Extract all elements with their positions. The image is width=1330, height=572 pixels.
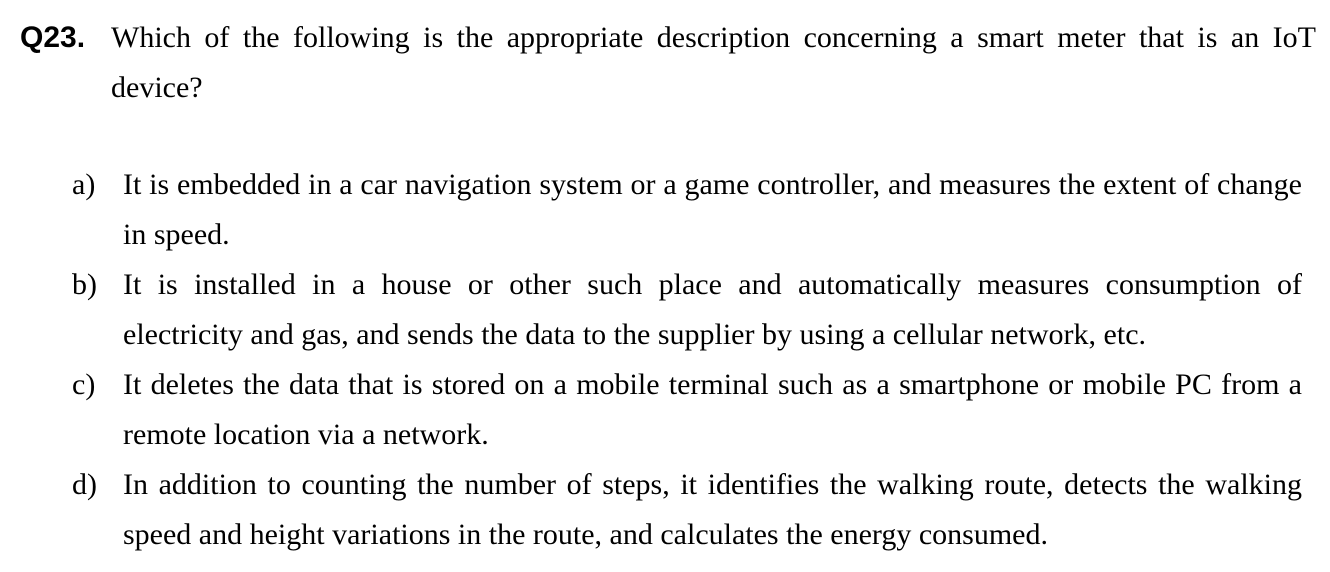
option-a bbox=[72, 160, 1302, 260]
option-b bbox=[72, 260, 1302, 360]
question-number: Q23. bbox=[20, 21, 86, 54]
option-d bbox=[72, 460, 1302, 560]
answer-options bbox=[72, 160, 1302, 560]
option-c bbox=[72, 360, 1302, 460]
option-letter: d) bbox=[72, 468, 97, 501]
option-text: In addition to counting the number of steps, it identifies the walking route, detects the walking speed and height variations in the route, and calculates the energy consumed. bbox=[123, 468, 1302, 551]
option-text: It deletes the data that is stored on a mobile terminal such as a smartphone or mobile PC from a remote location via a network. bbox=[123, 368, 1302, 451]
option-letter: c) bbox=[72, 368, 96, 401]
question-text: Which of the following is the appropriate description concerning a smart meter that is an IoT device? bbox=[111, 21, 1316, 104]
option-text: It is embedded in a car navigation system or a game controller, and measures the extent of change in speed. bbox=[123, 168, 1302, 251]
option-letter: b) bbox=[72, 268, 97, 301]
option-letter: a) bbox=[72, 168, 96, 201]
option-text: It is installed in a house or other such place and automatically measures consumption of electricity and gas, and sends the data to the supplier by using a cellular network, etc. bbox=[123, 268, 1302, 351]
